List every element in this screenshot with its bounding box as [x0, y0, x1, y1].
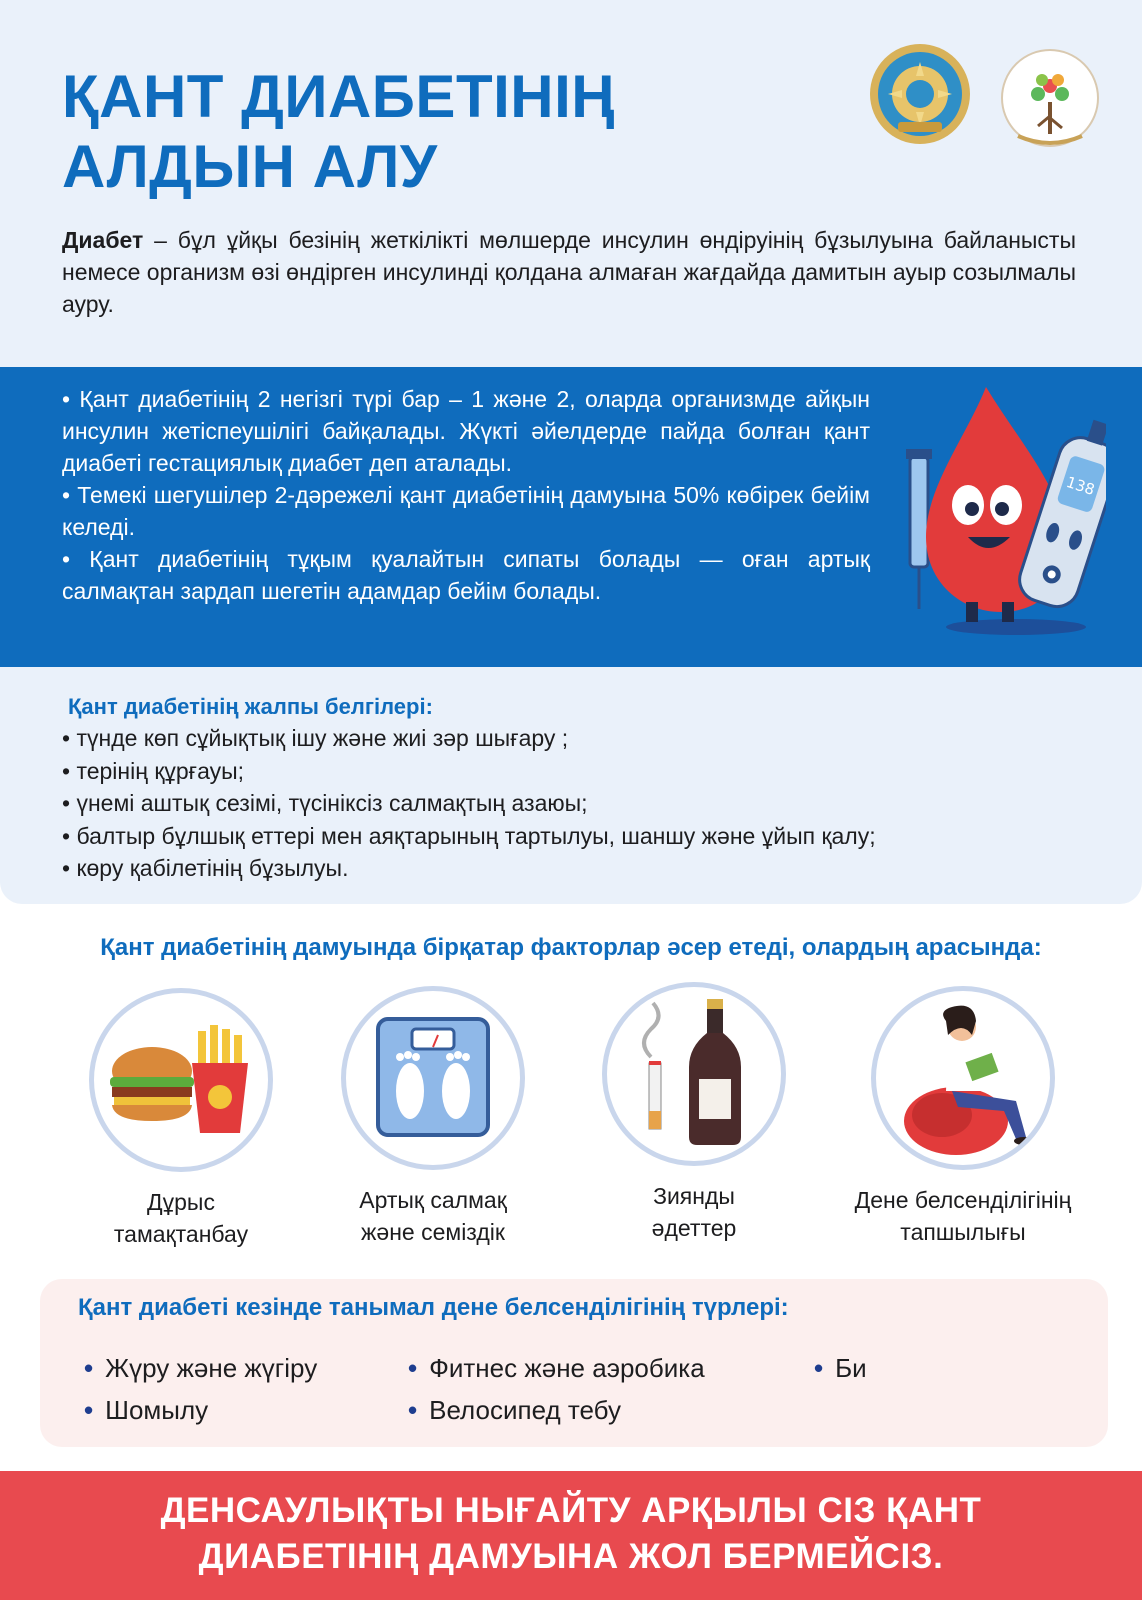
list-item: • Фитнес және аэробика — [408, 1351, 705, 1385]
factor-overweight — [308, 986, 558, 1248]
facts-band — [0, 367, 1142, 667]
definition-term: Диабет — [62, 227, 144, 253]
list-item: • Жүру және жүгіру — [84, 1351, 317, 1385]
page-title — [62, 62, 762, 202]
factor-label-line: тамақтанбау — [113, 1221, 249, 1247]
list-item: • үнемі аштық сезімі, түсініксіз салмақтың азаюы; — [62, 787, 1122, 820]
list-item: • түнде көп сұйықтық ішу және жиі зәр шығару ; — [62, 722, 1122, 755]
factor-low-activity — [838, 986, 1088, 1248]
factors-heading: Қант диабетінің дамуында бірқатар факторлар әсер етеді, олардың арасында: — [100, 934, 1042, 961]
sitting-woman-icon — [876, 991, 1050, 1165]
factor-label-line: Дене белсенділігінің — [854, 1187, 1072, 1213]
factor-label-line: Зиянды — [653, 1183, 735, 1209]
state-emblem-icon — [868, 42, 972, 146]
factor-label-line: және семіздік — [361, 1219, 505, 1245]
factor-label-line: Артық салмақ — [359, 1187, 507, 1213]
blood-drop-mascot-icon — [906, 377, 1106, 649]
factor-harmful-habits — [569, 982, 819, 1244]
definition-text: – бұл ұйқы безінің жеткілікті мөлшерде инсулин өндіруінің бұзылуына байланысты немесе организм өзі өндірген инсулинді қолдана алмаған жағдайда дамитын ауыр созылмалы ауру. — [62, 227, 1076, 317]
factor-circle — [341, 986, 525, 1170]
footer-banner — [0, 1471, 1142, 1600]
footer-line-2: ДИАБЕТІНІҢ ДАМУЫНА ЖОЛ БЕРМЕЙСІЗ. — [198, 1537, 944, 1576]
diabetes-definition — [62, 224, 1076, 320]
factor-label — [308, 1184, 558, 1248]
activities-heading: Қант диабеті кезінде танымал дене белсенділігінің түрлері: — [78, 1294, 789, 1321]
symptoms-list — [62, 722, 1122, 885]
factor-poor-diet — [56, 988, 306, 1250]
activities-section — [40, 1279, 1108, 1447]
cigarette-bottle-icon — [607, 987, 781, 1161]
fact-item: • Қант диабетінің 2 негізгі түрі бар – 1 және 2, оларда организмде айқын инсулин жетіспеушілігі байқалады. Жүкті әйелдерде пайда болған қант диабеті гестациялық диабет деп аталады. — [62, 386, 870, 476]
factor-label — [569, 1180, 819, 1244]
factor-label-line: Дұрыс — [147, 1189, 215, 1215]
factor-label-line: тапшылығы — [900, 1219, 1026, 1245]
title-line-2: АЛДЫН АЛУ — [62, 133, 438, 200]
fact-item: • Қант диабетінің тұқым қуалайтын сипаты болады — оған артық салмақтан зардап шегетін адамдар бейім болады. — [62, 546, 870, 604]
symptoms-heading: Қант диабетінің жалпы белгілері: — [68, 694, 433, 719]
footer-line-1: ДЕНСАУЛЫҚТЫ НЫҒАЙТУ АРҚЫЛЫ СІЗ ҚАНТ — [160, 1491, 982, 1530]
fact-item: • Темекі шегушілер 2-дәрежелі қант диабетінің дамуына 50% көбірек бейім келеді. — [62, 482, 870, 540]
factor-label — [838, 1184, 1088, 1248]
organization-logo-icon — [998, 46, 1102, 150]
factor-circle — [602, 982, 786, 1166]
scale-icon — [346, 991, 520, 1165]
symptoms-section — [62, 692, 1122, 885]
fast-food-icon — [94, 993, 268, 1167]
list-item: • Би — [814, 1351, 867, 1385]
factor-circle — [89, 988, 273, 1172]
list-item: • көру қабілетінің бұзылуы. — [62, 852, 1122, 885]
facts-list — [62, 383, 870, 607]
meter-reading: 138 — [1064, 472, 1097, 499]
list-item: • балтыр бұлшық еттері мен аяқтарының тартылуы, шаншу және ұйып қалу; — [62, 820, 1122, 853]
factor-label — [56, 1186, 306, 1250]
title-line-1: ҚАНТ ДИАБЕТІНІҢ — [62, 63, 616, 130]
list-item: • Шомылу — [84, 1393, 208, 1427]
factor-label-line: әдеттер — [651, 1215, 737, 1241]
list-item: • терінің құрғауы; — [62, 755, 1122, 788]
list-item: • Велосипед тебу — [408, 1393, 621, 1427]
factor-circle — [871, 986, 1055, 1170]
